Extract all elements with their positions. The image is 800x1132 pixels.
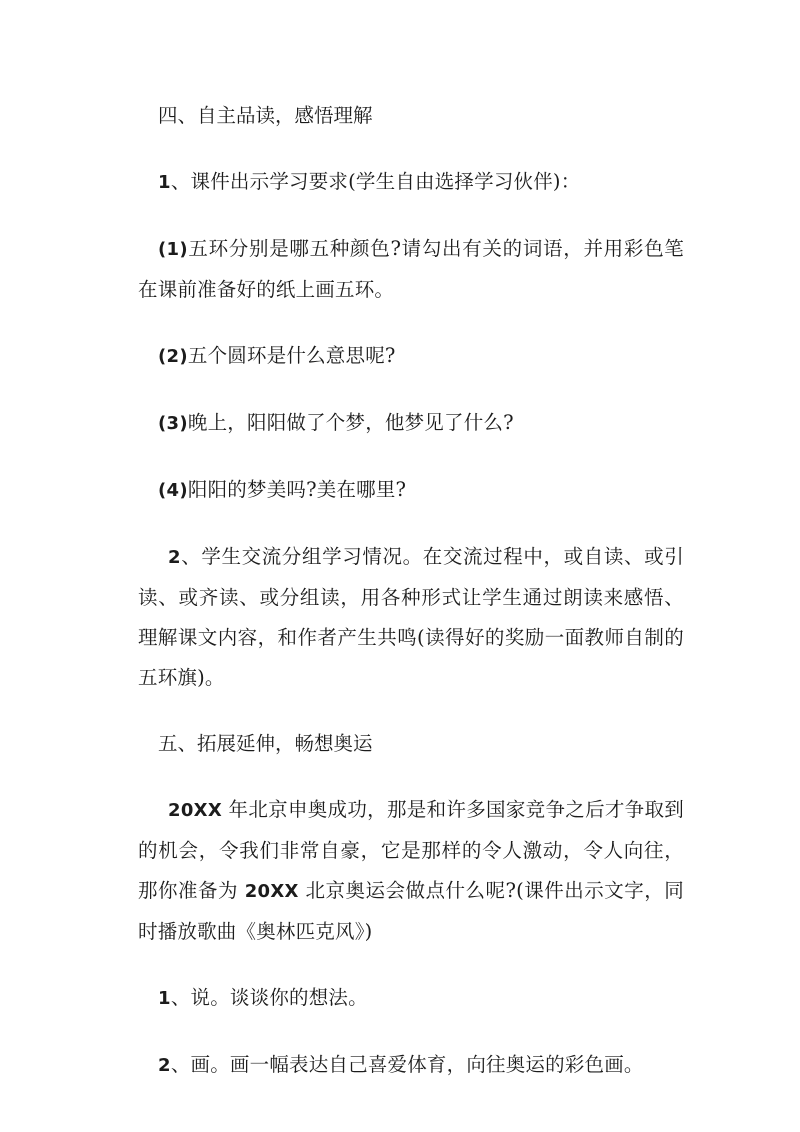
sub-item-2: (2)五个圆环是什么意思呢? [158, 344, 396, 367]
spacer [138, 377, 684, 403]
spacer [138, 764, 684, 790]
spacer [138, 1019, 684, 1045]
spacer [138, 444, 684, 470]
sub-item-4: (4)阳阳的梦美吗?美在哪里? [158, 478, 407, 501]
spacer [138, 136, 684, 162]
numbered-item-2: 2、学生交流分组学习情况。在交流过程中，或自读、或引读、或齐读、或分组读，用各种形式让学生通过朗读来感悟、理解课文内容，和作者产生共鸣(读得好的奖励一面教师自制的五环旗)。 [138, 545, 684, 689]
numbered-item-1: 1、课件出示学习要求(学生自由选择学习伙伴)： [158, 170, 581, 193]
spacer [138, 203, 684, 229]
spacer [138, 310, 684, 336]
spacer [138, 698, 684, 724]
spacer [138, 511, 684, 537]
sub-item-1: (1)五环分别是哪五种颜色?请勾出有关的词语，并用彩色笔在课前准备好的纸上画五环。 [138, 237, 684, 301]
spacer [138, 952, 684, 978]
final-numbered-item-2: 2、画。画一幅表达自己喜爱体育，向往奥运的彩色画。 [158, 1053, 644, 1076]
section-heading-five: 五、拓展延伸，畅想奥运 [158, 732, 373, 755]
final-numbered-item-1: 1、说。谈谈你的想法。 [158, 986, 368, 1009]
document-text-column [138, 96, 684, 1086]
paragraph-olympics: 20XX 年北京申奥成功，那是和许多国家竞争之后才争取到的机会，令我们非常自豪，它是那样的令人激动，令人向往，那你准备为 20XX 北京奥运会做点什么呢?(课件出示文字，同时播放歌曲《奥林匹克风》) [138, 798, 684, 943]
section-heading-four: 四、自主品读，感悟理解 [158, 104, 373, 127]
sub-item-3: (3)晚上，阳阳做了个梦，他梦见了什么? [158, 411, 514, 434]
